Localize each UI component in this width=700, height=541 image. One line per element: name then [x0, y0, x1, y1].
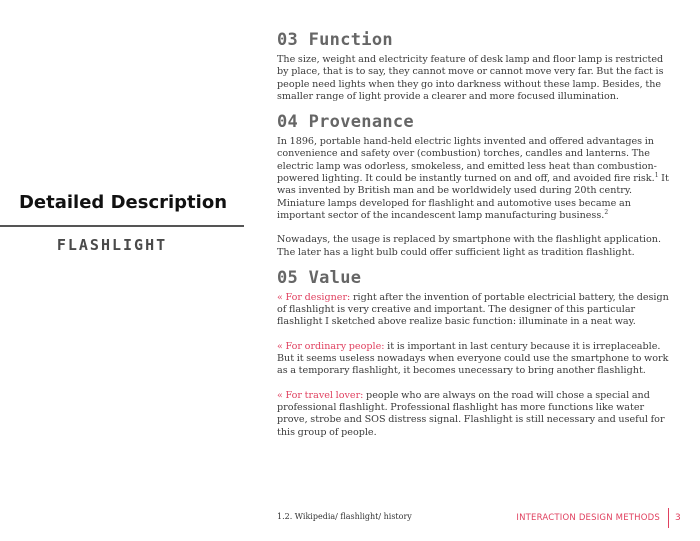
function-paragraph: The size, weight and electricity feature of desk lamp and floor lamp is restricted by place, that is to say, they cannot move or cannot move very far. But the fact is people need lights when they go into darkness without these lamp. Besides, the smaller range of light provide a clearer and more focused illumination. [277, 54, 664, 102]
value-text-travel: people who are always on the road will chose a special and professional flashlight. Professional flashlight has more functions like water prove, strobe and SOS distress signal. Flashlight is still necessary and useful for this group of people. [277, 389, 665, 438]
value-ordinary-paragraph [277, 341, 669, 378]
main-content [277, 30, 669, 448]
value-text-designer: right after the invention of portable electricial battery, the design of flashlight is very creative and important. The designer of this particular flashlight I sketched above realize basic function: illuminate in a neat way. [277, 291, 669, 328]
value-text-ordinary: it is important in last century because it is irreplaceable. But it seems useless nowadays when everyone could use the smartphone to work as a temporary flashlight, it becomes unecessary to bring another flashlight. [277, 340, 669, 377]
value-label-ordinary: « For ordinary people: [277, 340, 388, 352]
value-designer-paragraph [277, 292, 669, 329]
title-divider [0, 225, 244, 227]
value-travel-paragraph [277, 390, 669, 439]
provenance-paragraph-1 [277, 136, 669, 222]
footer-course-label: INTERACTION DESIGN METHODS [516, 513, 660, 523]
section-heading-function: 03 Function [277, 30, 393, 50]
footnote-citation: 1.2. Wikipedia/ flashlight/ history [277, 512, 412, 521]
page-title: Detailed Description [18, 192, 228, 213]
footnote-marker-1: 1 [654, 171, 659, 179]
section-value [277, 268, 669, 439]
value-label-designer: « For designer: [277, 291, 351, 303]
provenance-paragraph-2: Nowadays, the usage is replaced by smartphone with the flashlight application. The later has a light bulb could offer sufficient light as tradition flashlight. [277, 234, 661, 258]
footer-divider [668, 508, 669, 528]
provenance-text-a: In 1896, portable hand-held electric lights invented and offered advantages in convenience and safety over (combustion) torches, candles and lanterns. The electric lamp was odorless, smokeless, and emitted less heat than combustion-powered lighting. It could be instantly turned on and off, and avoided fire risk. [277, 136, 657, 185]
page-subtitle: FLASHLIGHT [56, 236, 168, 254]
footnote-marker-2: 2 [604, 208, 609, 216]
value-label-travel: « For travel lover: [277, 389, 364, 401]
provenance-text-b: It was invented by British man and be worldwidely used during 20th centry. Miniature lamps developed for flashlight and automotive uses became an important sector of the incandescent lamp manufacturing business. [277, 173, 669, 221]
section-function [277, 30, 669, 103]
page-number: 3 [675, 513, 681, 523]
section-provenance [277, 112, 669, 259]
section-heading-provenance: 04 Provenance [277, 112, 414, 133]
section-heading-value: 05 Value [277, 267, 362, 288]
